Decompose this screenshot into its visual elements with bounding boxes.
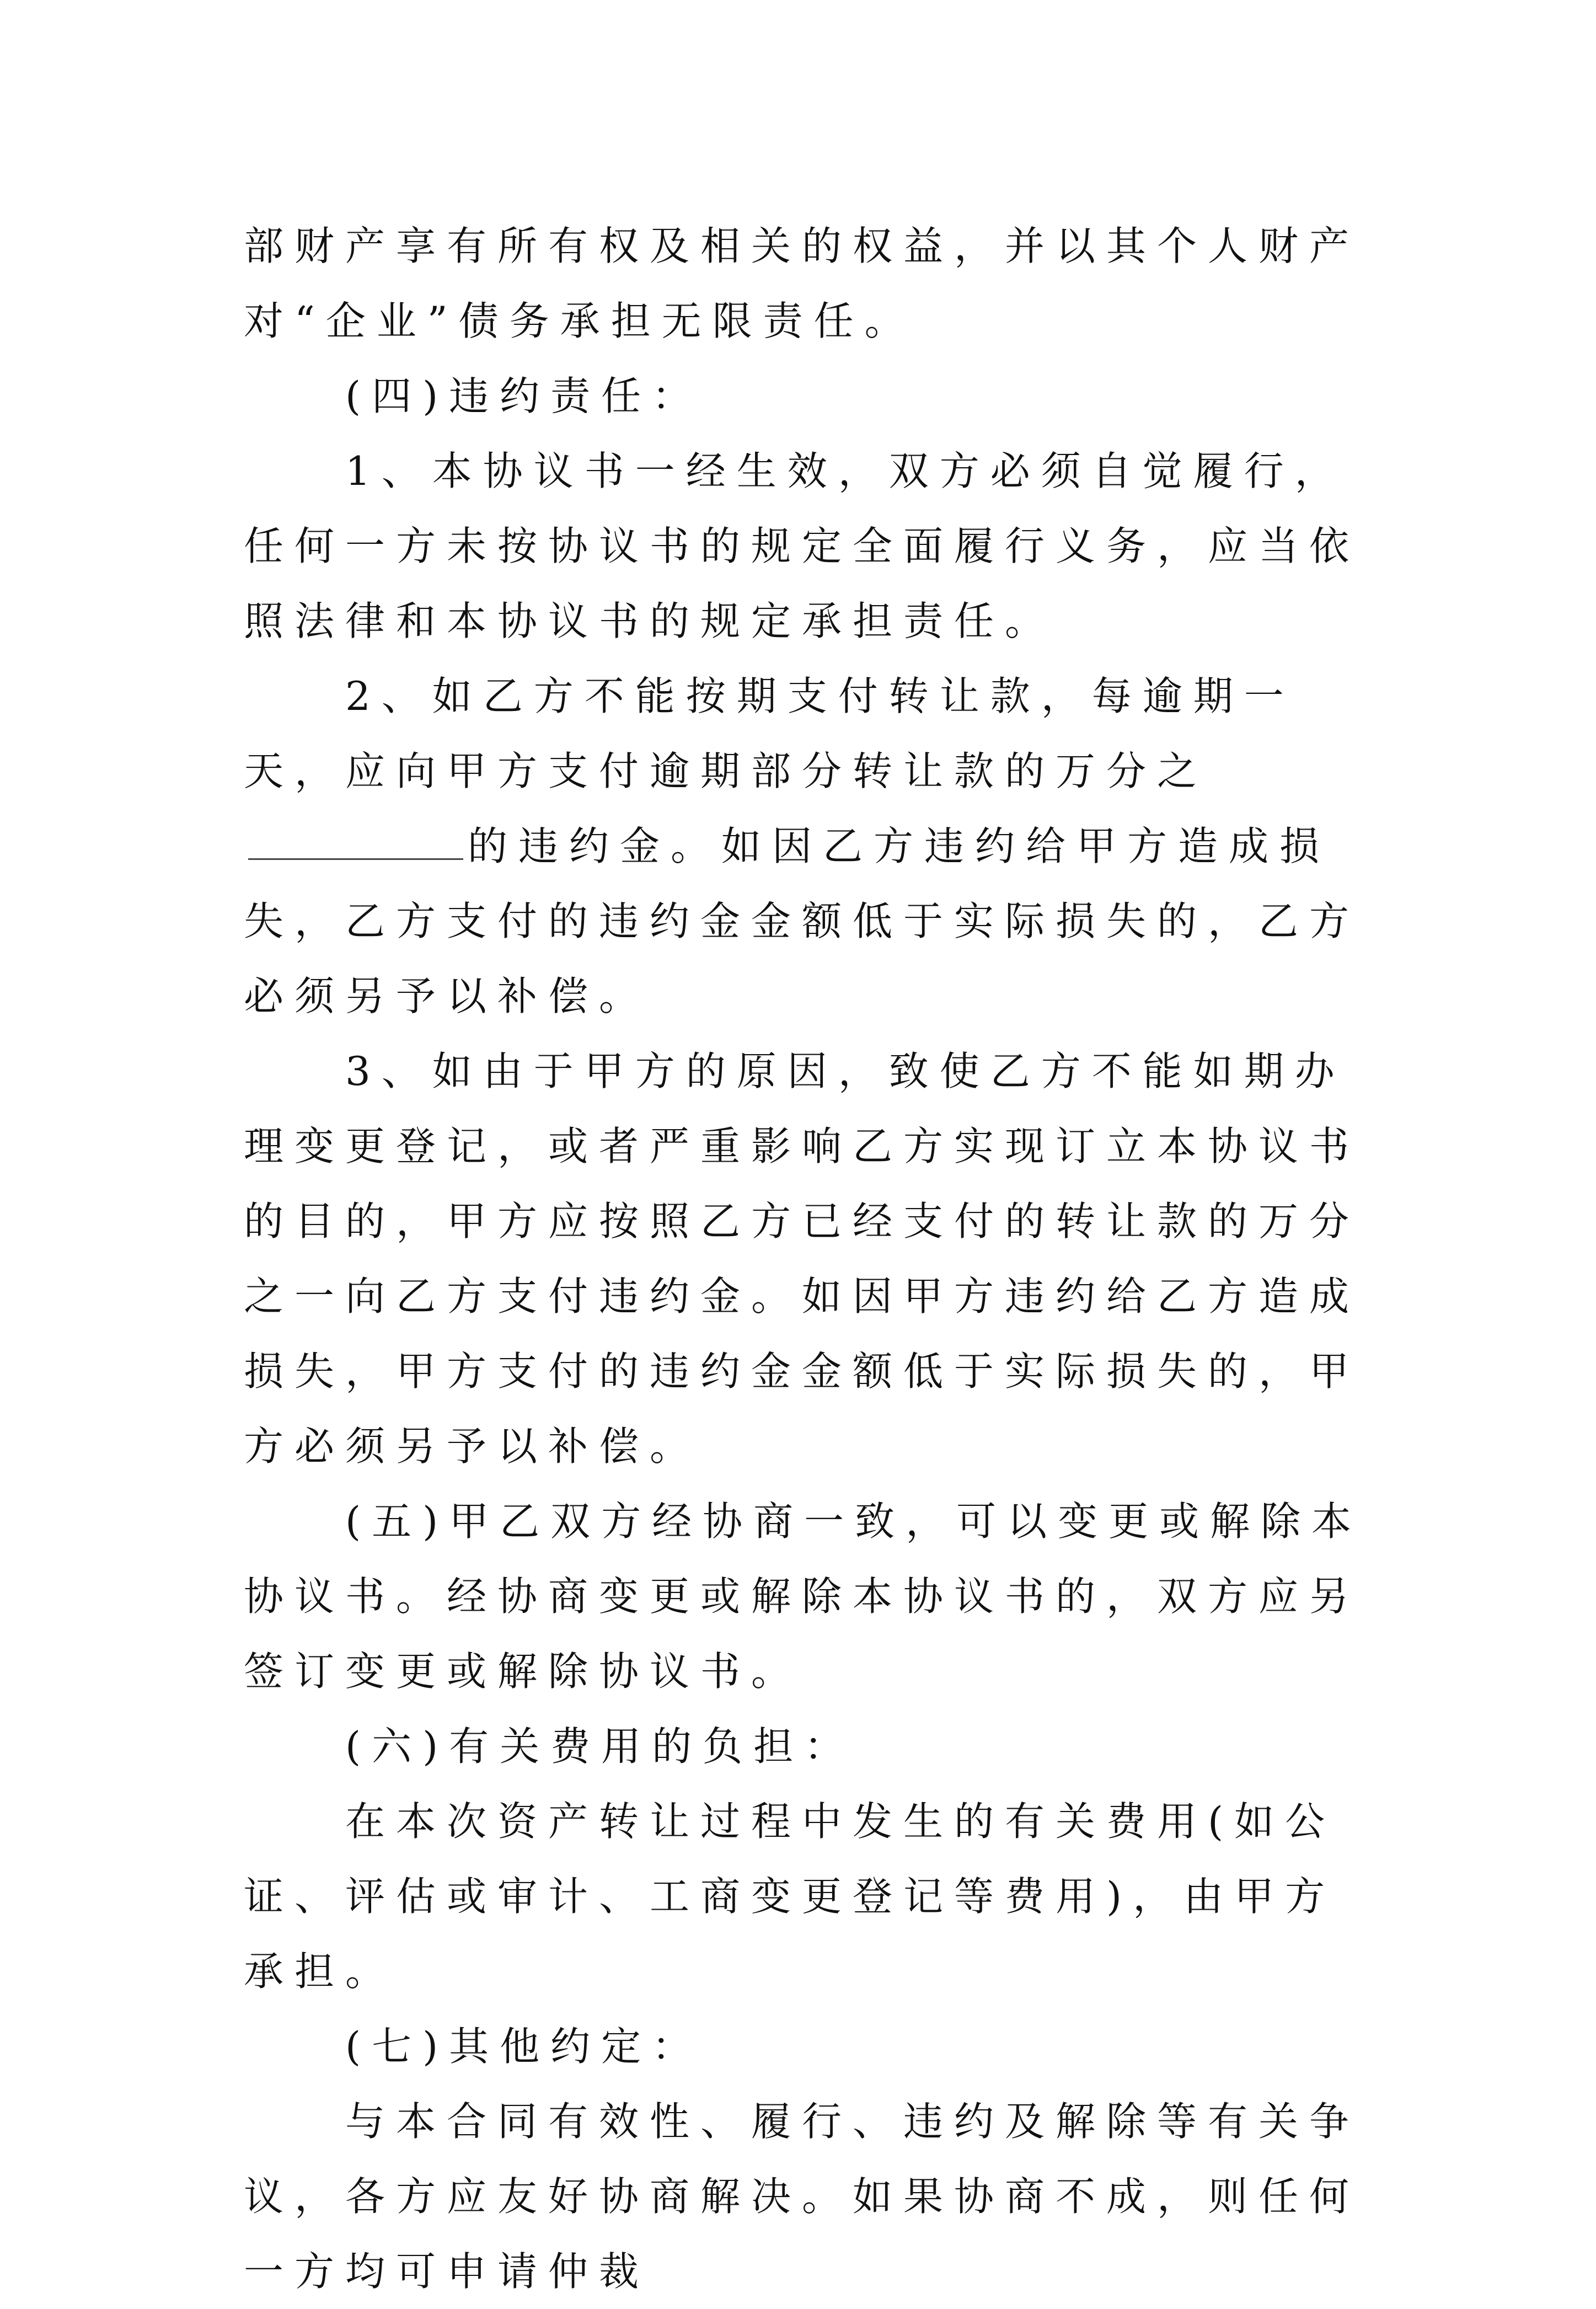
document-body: [244, 209, 1369, 2309]
paragraph-continuation: 部财产享有所有权及相关的权益，并以其个人财产对“企业”债务承担无限责任。: [244, 223, 1361, 344]
section-heading-fees: (六)有关费用的负担：: [345, 1723, 855, 1770]
section-heading-other: (七)其他约定：: [345, 2023, 703, 2070]
paragraph-clause-2: [244, 659, 1369, 1034]
paragraph-dispute: 与本合同有效性、履行、违约及解除等有关争议，各方应友好协商解决。如果协商不成，则任何一方均可申请仲裁: [244, 2098, 1361, 2295]
paragraph-fees: 在本次资产转让过程中发生的有关费用(如公证、评估或审计、工商变更登记等费用)，由甲方承担。: [244, 1798, 1336, 1995]
clause-2-part-a: 2、如乙方不能按期支付转让款，每逾期一天，应向甲方支付逾期部分转让款的万分之: [244, 673, 1295, 794]
paragraph-clause-3: 3、如由于甲方的原因，致使乙方不能如期办理变更登记，或者严重影响乙方实现订立本协议书的目的，甲方应按照乙方已经支付的转让款的万分之一向乙方支付违约金。如因甲方违约给乙方造成损失，甲方支付的违约金金额低于实际损失的，甲方必须另予以补偿。: [244, 1048, 1361, 1469]
fill-in-blank: [248, 825, 463, 860]
clause-2-part-b: 的违约金。如因乙方违约给甲方造成损失，乙方支付的违约金金额低于实际损失的，乙方必须另予以补偿。: [244, 823, 1361, 1019]
section-heading-breach-liability: (四)违约责任：: [345, 373, 703, 419]
section-modification: (五)甲乙双方经协商一致，可以变更或解除本协议书。经协商变更或解除本协议书的，双方应另签订变更或解除协议书。: [244, 1498, 1363, 1695]
paragraph-clause-1: 1、本协议书一经生效，双方必须自觉履行，任何一方未按协议书的规定全面履行义务，应当依照法律和本协议书的规定承担责任。: [244, 448, 1361, 644]
